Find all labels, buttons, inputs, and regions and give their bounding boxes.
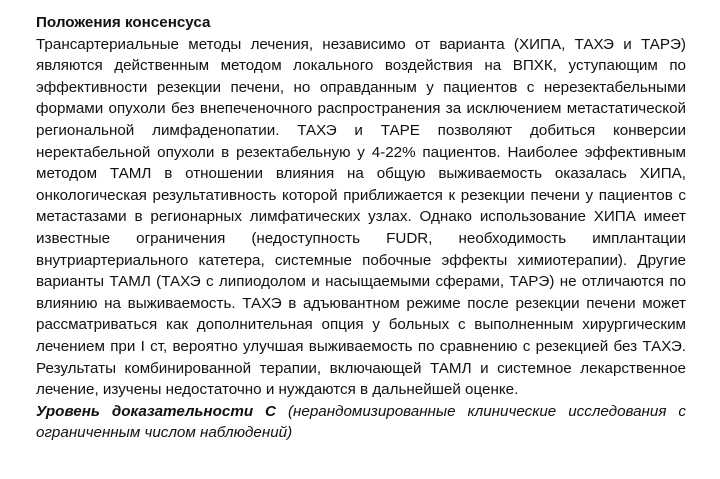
evidence-level-label: Уровень доказательности С bbox=[36, 402, 277, 420]
document-page bbox=[36, 12, 686, 444]
section-heading: Положения консенсуса bbox=[36, 14, 211, 31]
evidence-statement bbox=[36, 401, 686, 444]
consensus-paragraph: Трансартериальные методы лечения, независимо от варианта (ХИПА, ТАХЭ и ТАРЭ) являются действенным методом локального воздействия на ВПХК, уступающим по эффективности резекции печени, но оправданным у пациентов с нерезектабельными формами опухоли без внепеченочного распространения за исключением метастатической региональной лимфаденопатии. ТАХЭ и ТАРЕ позволяют добиться конверсии неректабельной опухоли в резектабельную у 4-22% пациентов. Наиболее эффективным методом ТАМЛ в отношении влияния на общую выживаемость оказалась ХИПА, онкологическая результативность которой приближается к резекции печени у пациентов с метастазами в регионарных лимфатических узлах. Однако использование ХИПА имеет известные ограничения (недоступность FUDR, необходимость имплантации внутриартериального катетера, системные побочные эффекты химиотерапии). Другие варианты ТАМЛ (ТАХЭ с липиодолом и насыщаемыми сферами, ТАРЭ) не отличаются по влиянию на выживаемость. ТАХЭ в адъювантном режиме после резекции печени может рассматриваться как дополнительная опция у больных с выполненным хирургическим лечением при I ст, вероятно улучшая выживаемость по сравнению с резекцией без ТАХЭ. Результаты комбинированной терапии, включающей ТАМЛ и системное лекарственное лечение, изучены недостаточно и нуждаются в дальнейшей оценке. bbox=[36, 35, 686, 399]
evidence-level-note: (нерандомизированные клинические исследования с ограниченным числом наблюдений) bbox=[36, 402, 686, 442]
